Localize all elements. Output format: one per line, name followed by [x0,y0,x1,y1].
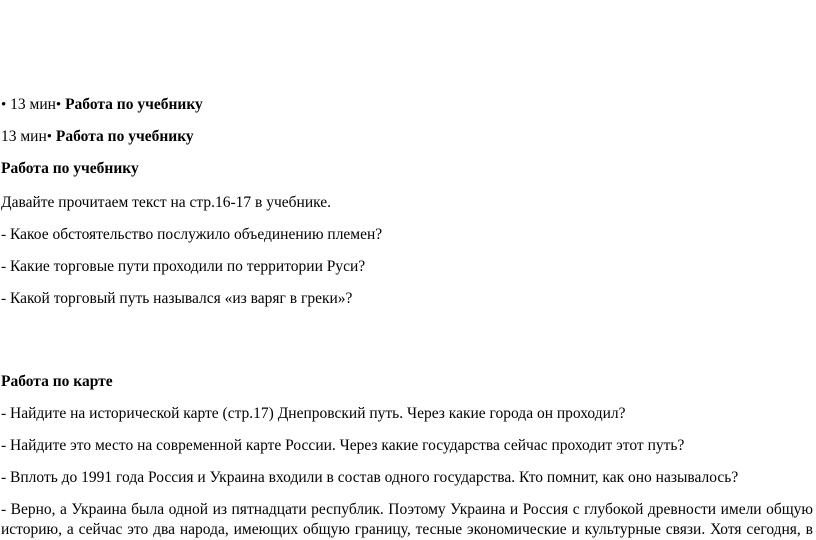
question-line: - Найдите это место на современной карте России. Через какие государства сейчас проходит этот путь? [1,437,685,454]
bullet-icon: • [46,129,53,145]
paragraph-line: историю, а сейчас это два народа, имеющих общую границу, тесные экономические и культурные связи. Хотя сегодня, в [1,521,813,538]
section-heading-map: Работа по карте [1,373,113,390]
time-label: 13 мин [6,96,56,113]
bullet-icon: • [55,97,62,113]
question-line: - Какой торговый путь назывался «из варяг в греки»? [1,290,353,307]
question-line: - Вплоть до 1991 года Россия и Украина входили в состав одного государства. Кто помнит, как оно называлось? [1,469,739,486]
header-line-1 [1,96,203,114]
time-label: 13 мин [1,128,47,145]
question-line: - Какое обстоятельство послужило объединению племен? [1,226,383,243]
header-line-2 [1,128,194,146]
activity-title: Работа по учебнику [52,128,194,145]
activity-title: Работа по учебнику [61,96,203,113]
question-line: - Какие торговые пути проходили по территории Руси? [1,258,366,275]
bullet-icon: • [1,97,7,113]
paragraph-line: - Верно, а Украина была одной из пятнадцати республик. Поэтому Украина и Россия с глубокой древности имели общую [1,501,813,518]
paragraph-line: Давайте прочитаем текст на стр.16-17 в учебнике. [1,194,332,211]
section-heading-textbook: Работа по учебнику [1,160,139,177]
question-line: - Найдите на исторической карте (стр.17) Днепровский путь. Через какие города он проходил? [1,405,626,422]
